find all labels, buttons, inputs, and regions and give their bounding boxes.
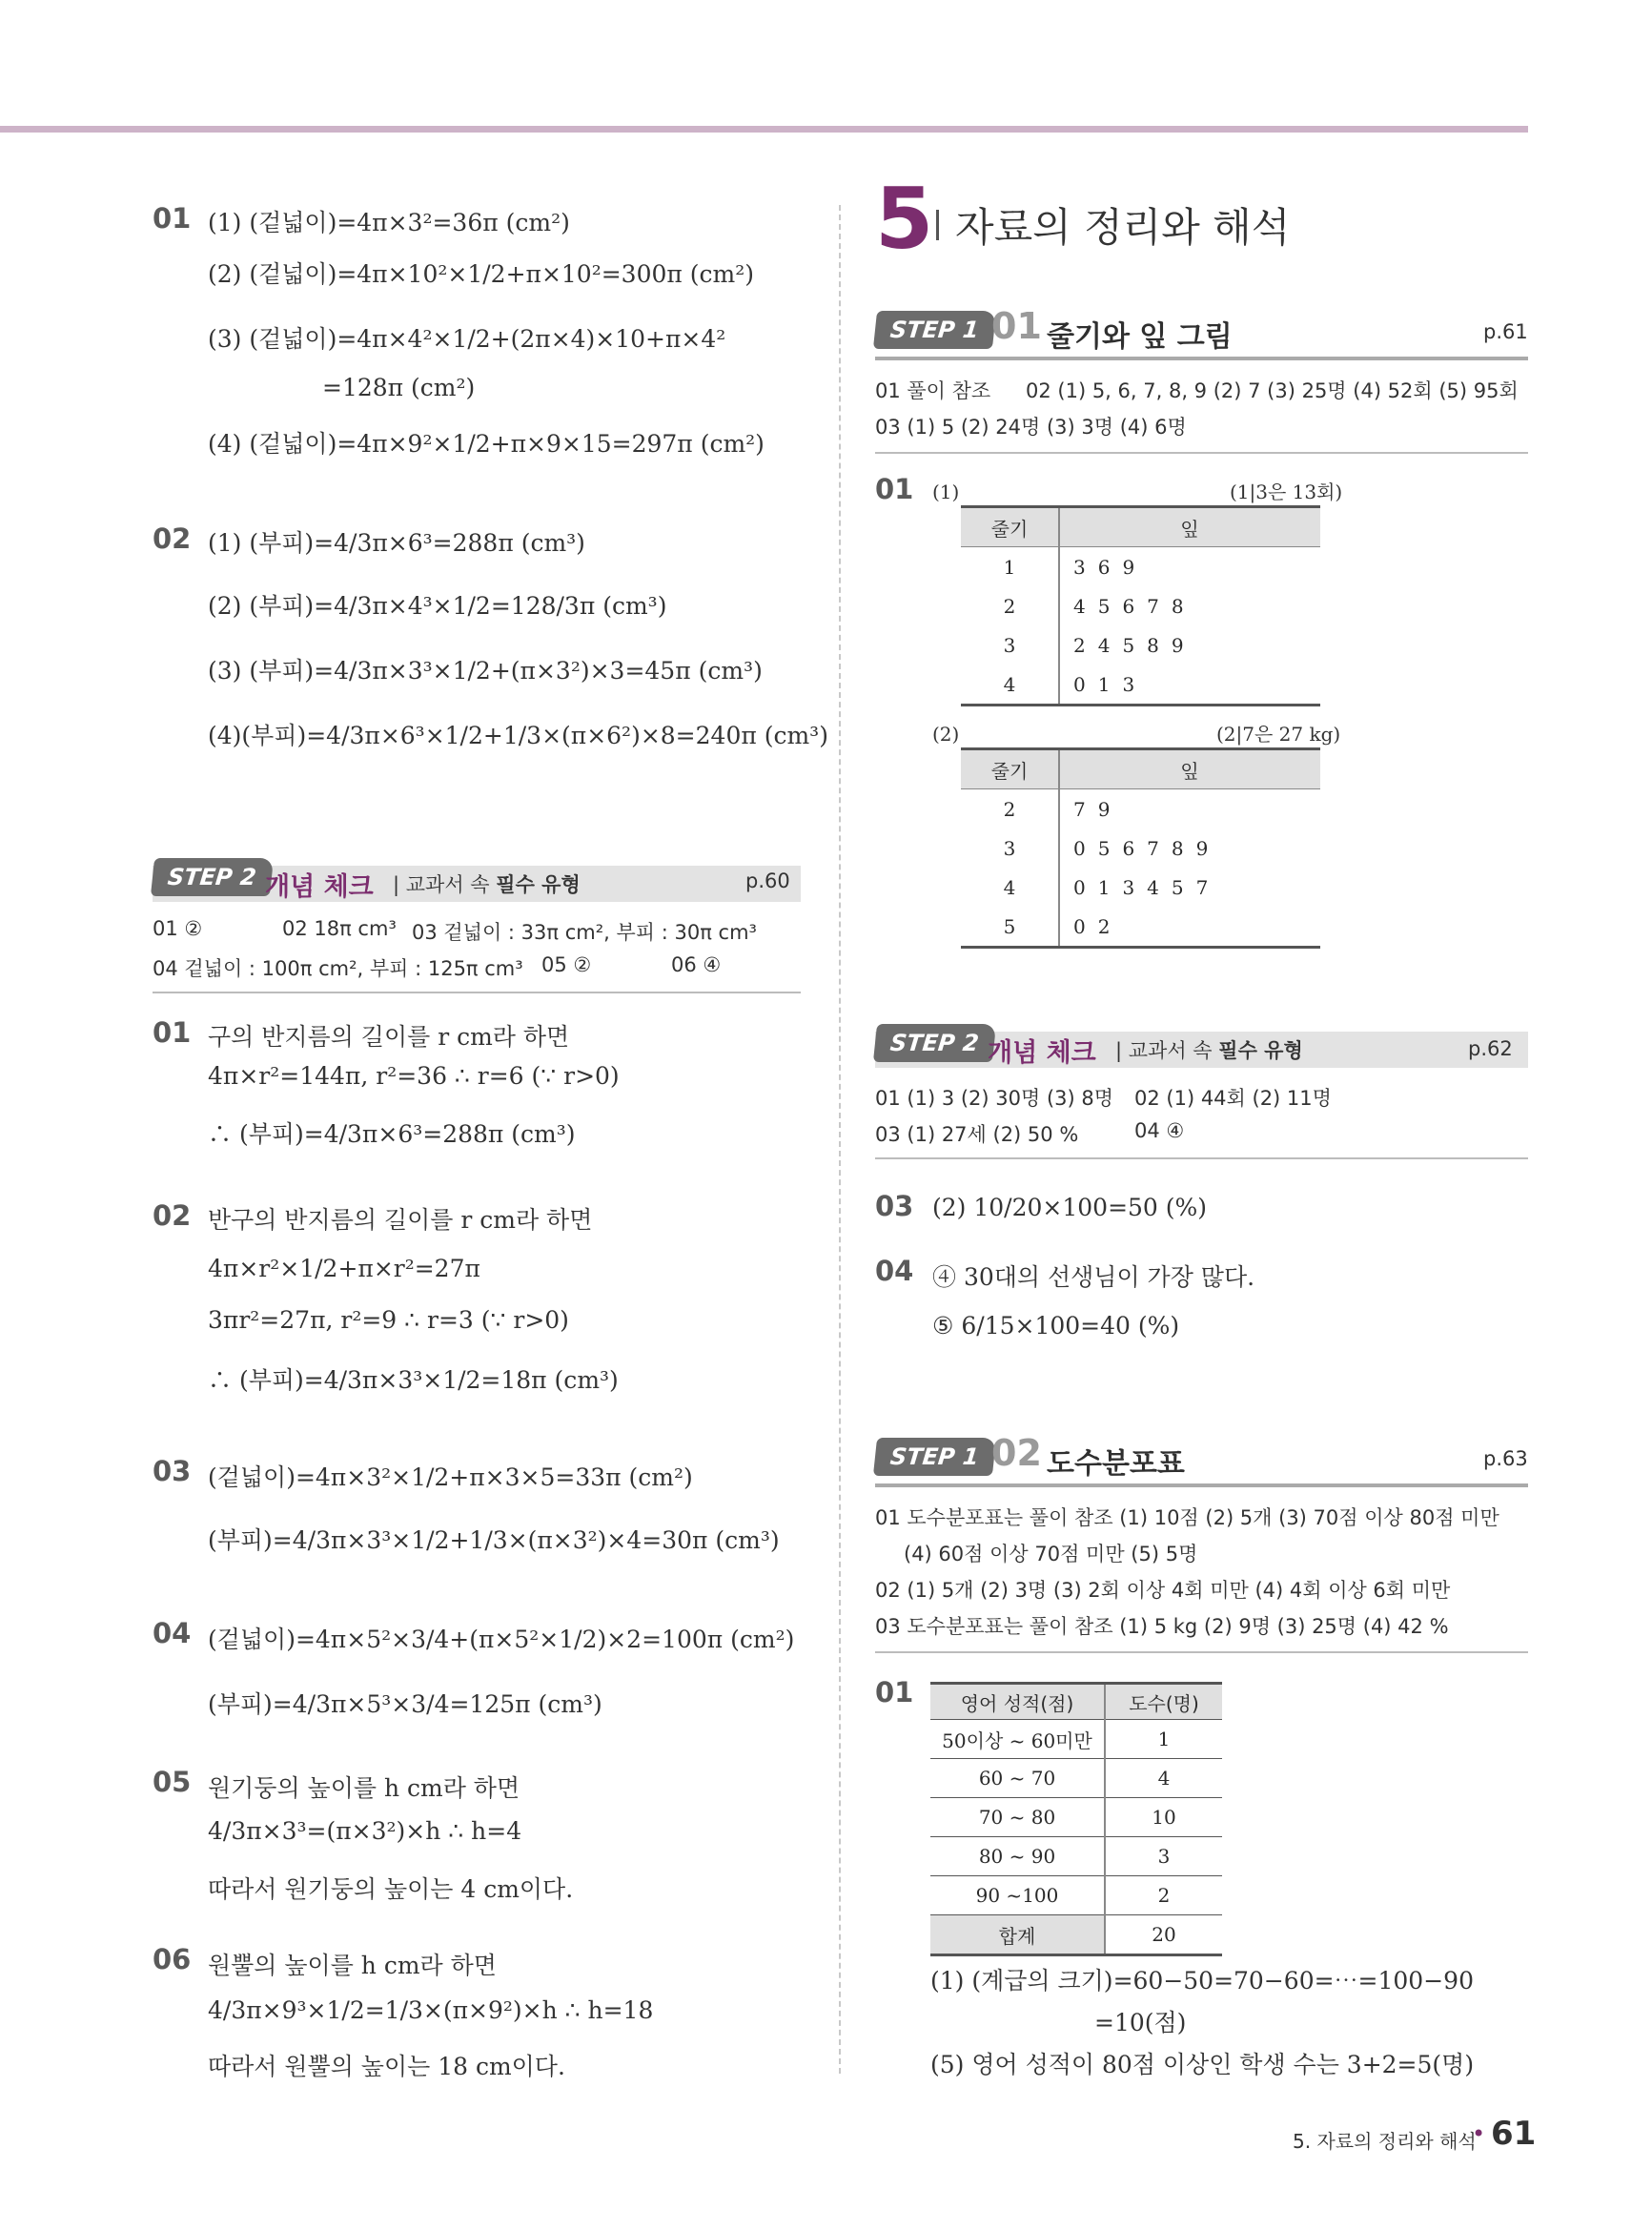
solution-line: 4π×r²=144π, r²=36 ∴ r=6 (∵ r>0) <box>208 1062 620 1090</box>
class-cell: 80 ~ 90 <box>930 1837 1105 1876</box>
stem-cell: 3 <box>961 829 1059 868</box>
frequency-cell: 10 <box>1105 1798 1222 1837</box>
footer-chapter: 5. 자료의 정리와 해석 <box>1293 2130 1477 2153</box>
question-number: 03 <box>875 1190 914 1222</box>
stem-cell: 4 <box>961 665 1059 706</box>
total-value: 20 <box>1105 1915 1222 1955</box>
class-cell: 70 ~ 80 <box>930 1798 1105 1837</box>
solution-line: 4π×r²×1/2+π×r²=27π <box>208 1255 480 1282</box>
stem-header: 줄기 <box>961 507 1059 547</box>
answer-item: 04 ④ <box>1134 1119 1185 1142</box>
solution-line: (2) (겉넓이)=4π×10²×1/2+π×10²=300π (cm²) <box>208 260 754 288</box>
solution-line: 4/3π×9³×1/2=1/3×(π×9²)×h ∴ h=18 <box>208 1996 654 2024</box>
leaf-header: 잎 <box>1059 749 1320 789</box>
solution-line: (2) (부피)=4/3π×4³×1/2=128/3π (cm³) <box>208 592 667 620</box>
solution-line: 따라서 원뿔의 높이는 18 cm이다. <box>208 2053 565 2080</box>
solution-line: =10(점) <box>1094 2009 1187 2036</box>
chapter-number: 5 <box>875 170 934 268</box>
answer-item: 01 (1) 3 (2) 30명 (3) 8명 <box>875 1087 1114 1110</box>
answer-item: 06 ④ <box>671 953 722 976</box>
page-reference: p.62 <box>1468 1037 1513 1060</box>
total-label: 합계 <box>930 1915 1105 1955</box>
leaf-header: 잎 <box>1059 507 1320 547</box>
section-rule <box>875 1483 1528 1487</box>
concept-check-title: 개념 체크 <box>265 872 374 902</box>
question-number: 03 <box>153 1455 192 1487</box>
stem-leaf-table-1 <box>961 505 1320 706</box>
answer-item: (4) 60점 이상 70점 미만 (5) 5명 <box>904 1543 1198 1565</box>
table-note: (1|3은 13회) <box>1230 481 1343 503</box>
solution-line: (2) 10/20×100=50 (%) <box>932 1194 1208 1221</box>
part-label: (2) <box>932 723 960 746</box>
leaf-cell: 013 <box>1059 665 1320 706</box>
answer-item: 03 겉넓이 : 33π cm², 부피 : 30π cm³ <box>412 921 757 944</box>
frequency-cell: 3 <box>1105 1837 1222 1876</box>
answer-item: 01 도수분포표는 풀이 참조 (1) 10점 (2) 5개 (3) 70점 이상 80점 미만 <box>875 1506 1499 1529</box>
answer-item: 03 도수분포표는 풀이 참조 (1) 5 kg (2) 9명 (3) 25명 (4) 42 % <box>875 1615 1449 1638</box>
chapter-divider <box>936 210 939 240</box>
stem-cell: 2 <box>961 789 1059 829</box>
solution-line: (겉넓이)=4π×5²×3/4+(π×5²×1/2)×2=100π (cm²) <box>208 1626 795 1653</box>
section-title: 줄기와 잎 그림 <box>1047 320 1233 354</box>
solution-line: ④ 30대의 선생님이 가장 많다. <box>932 1263 1255 1291</box>
part-label: (1) <box>932 481 960 503</box>
frequency-header: 도수(명) <box>1105 1684 1222 1720</box>
class-cell: 90 ~100 <box>930 1876 1105 1915</box>
page-reference: p.63 <box>1483 1447 1528 1470</box>
solution-line: =128π (cm²) <box>322 374 476 401</box>
question-number: 01 <box>153 202 192 235</box>
table-note: (2|7은 27 kg) <box>1216 723 1341 746</box>
stem-cell: 5 <box>961 907 1059 948</box>
frequency-cell: 4 <box>1105 1759 1222 1798</box>
solution-line: (겉넓이)=4π×3²×1/2+π×3×5=33π (cm²) <box>208 1463 693 1491</box>
leaf-cell: 79 <box>1073 797 1123 821</box>
step-badge: STEP 1 <box>873 1438 996 1476</box>
page-number: 61 <box>1491 2115 1537 2153</box>
solution-line: (1) (부피)=4/3π×6³=288π (cm³) <box>208 529 585 557</box>
step-badge: STEP 2 <box>873 1024 996 1062</box>
question-number: 01 <box>875 473 914 505</box>
stem-cell: 1 <box>961 547 1059 587</box>
solution-line: 4/3π×3³=(π×3²)×h ∴ h=4 <box>208 1817 522 1845</box>
solution-line: ⑤ 6/15×100=40 (%) <box>932 1312 1180 1340</box>
solution-line: (4)(부피)=4/3π×6³×1/2+1/3×(π×6²)×8=240π (cm³) <box>208 722 828 749</box>
frequency-cell: 1 <box>1105 1720 1222 1759</box>
frequency-cell: 2 <box>1105 1876 1222 1915</box>
column-divider <box>839 205 841 2074</box>
solution-line: (1) (계급의 크기)=60−50=70−60=⋯=100−90 <box>930 1967 1474 1995</box>
solution-line: 구의 반지름의 길이를 r cm라 하면 <box>208 1023 570 1051</box>
chapter-title: 자료의 정리와 해석 <box>955 204 1291 251</box>
footer-bullet: • <box>1472 2120 1486 2147</box>
answer-item: 04 겉넓이 : 100π cm², 부피 : 125π cm³ <box>153 957 523 980</box>
solution-line: ∴ (부피)=4/3π×3³×1/2=18π (cm³) <box>208 1366 619 1394</box>
question-number: 02 <box>153 522 192 555</box>
leaf-cell: 013457 <box>1073 875 1221 899</box>
solution-line: 반구의 반지름의 길이를 r cm라 하면 <box>208 1206 593 1234</box>
stem-cell: 3 <box>961 625 1059 665</box>
answer-item: 05 ② <box>541 953 592 976</box>
leaf-cell: 02 <box>1059 907 1320 948</box>
stem-leaf-table-2 <box>961 747 1320 949</box>
answer-item: 02 (1) 44회 (2) 11명 <box>1134 1087 1332 1110</box>
stem-cell: 4 <box>961 868 1059 907</box>
class-header: 영어 성적(점) <box>930 1684 1105 1720</box>
section-number: 01 <box>991 305 1042 347</box>
divider <box>875 452 1528 454</box>
question-number: 01 <box>153 1016 192 1049</box>
step-badge: STEP 1 <box>873 311 996 349</box>
divider <box>875 1651 1528 1653</box>
question-number: 06 <box>153 1943 192 1975</box>
solution-line: ∴ (부피)=4/3π×6³=288π (cm³) <box>208 1120 576 1148</box>
solution-line: (4) (겉넓이)=4π×9²×1/2+π×9×15=297π (cm²) <box>208 430 765 458</box>
answer-item: 01 ② <box>153 917 203 940</box>
question-number: 04 <box>875 1255 914 1287</box>
section-title: 도수분포표 <box>1047 1447 1185 1481</box>
divider <box>153 992 801 993</box>
page-reference: p.60 <box>745 869 790 892</box>
answer-item: 02 (1) 5, 6, 7, 8, 9 (2) 7 (3) 25명 (4) 52회 (5) 95회 <box>1026 379 1519 402</box>
leaf-cell: 45678 <box>1073 594 1196 618</box>
solution-line: (3) (겉넓이)=4π×4²×1/2+(2π×4)×10+π×4² <box>208 325 726 353</box>
solution-line: 원뿔의 높이를 h cm라 하면 <box>208 1952 497 1979</box>
leaf-cell: 369 <box>1073 555 1148 579</box>
leaf-cell: 056789 <box>1073 836 1221 860</box>
solution-line: (5) 영어 성적이 80점 이상인 학생 수는 3+2=5(명) <box>930 2051 1475 2078</box>
top-accent-bar <box>0 126 1528 133</box>
page-reference: p.61 <box>1483 320 1528 343</box>
step2-subtitle: | 교과서 속 필수 유형 <box>393 873 581 896</box>
section-number: 02 <box>991 1432 1042 1474</box>
solution-line: (1) (겉넓이)=4π×3²=36π (cm²) <box>208 209 570 236</box>
solution-line: 원기둥의 높이를 h cm라 하면 <box>208 1774 520 1802</box>
solution-line: (3) (부피)=4/3π×3³×1/2+(π×3²)×3=45π (cm³) <box>208 657 763 685</box>
stem-cell: 2 <box>961 586 1059 625</box>
divider <box>875 1157 1528 1159</box>
answer-item: 02 18π cm³ <box>282 917 397 940</box>
question-number: 01 <box>875 1676 914 1708</box>
step-badge: STEP 2 <box>151 858 274 896</box>
section-rule <box>875 357 1528 360</box>
step2-subtitle: | 교과서 속 필수 유형 <box>1115 1039 1303 1062</box>
question-number: 02 <box>153 1199 192 1232</box>
question-number: 05 <box>153 1766 192 1798</box>
frequency-table <box>930 1682 1222 1956</box>
answer-item: 02 (1) 5개 (2) 3명 (3) 2회 이상 4회 미만 (4) 4회 이상 6회 미만 <box>875 1579 1451 1602</box>
question-number: 04 <box>153 1617 192 1649</box>
class-cell: 60 ~ 70 <box>930 1759 1105 1798</box>
solution-line: (부피)=4/3π×5³×3/4=125π (cm³) <box>208 1690 602 1718</box>
stem-header: 줄기 <box>961 749 1059 789</box>
class-cell: 50이상 ~ 60미만 <box>930 1720 1105 1759</box>
concept-check-title: 개념 체크 <box>988 1038 1096 1068</box>
answer-item: 03 (1) 5 (2) 24명 (3) 3명 (4) 6명 <box>875 416 1187 439</box>
answer-item: 03 (1) 27세 (2) 50 % <box>875 1123 1079 1146</box>
solution-line: 3πr²=27π, r²=9 ∴ r=3 (∵ r>0) <box>208 1306 569 1334</box>
answer-item: 01 풀이 참조 <box>875 379 991 402</box>
solution-line: (부피)=4/3π×3³×1/2+1/3×(π×3²)×4=30π (cm³) <box>208 1526 780 1554</box>
leaf-cell: 24589 <box>1073 633 1196 657</box>
solution-line: 따라서 원기둥의 높이는 4 cm이다. <box>208 1875 574 1903</box>
